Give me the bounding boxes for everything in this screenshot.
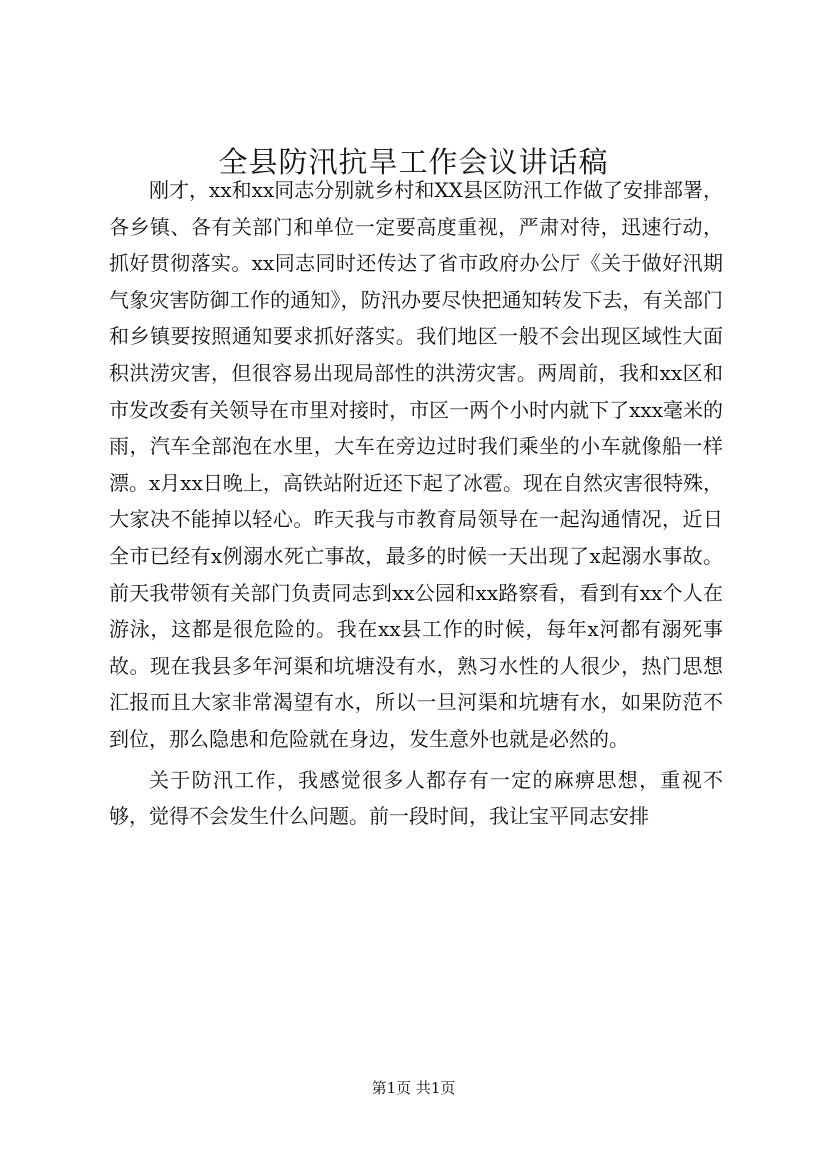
paragraph-2: 关于防汛工作，我感觉很多人都存有一定的麻痹思想，重视不够，觉得不会发生什么问题。前一段时间，我让宝平同志安排 [109,767,723,829]
document-title: 全县防汛抗旱工作会议讲话稿 [218,145,609,179]
page-number-footer: 第1页 共1页 [371,1079,456,1097]
paragraph-1: 刚才，xx和xx同志分别就乡村和XX县区防汛工作做了安排部署，各乡镇、各有关部门和单位一定要高度重视，严肃对待，迅速行动，抓好贯彻落实。xx同志同时还传达了省市政府办公厅《关于做好汛期气象灾害防御工作的通知》，防汛办要尽快把通知转发下去，有关部门和乡镇要按照通知要求抓好落实。我们地区一般不会出现区域性大面积洪涝灾害，但很容易出现局部性的洪涝灾害。两周前，我和xx区和市发改委有关领导在市里对接时，市区一两个小时内就下了xxx毫米的雨，汽车全部泡在水里，大车在旁边过时我们乘坐的小车就像船一样漂。x月xx日晚上，高铁站附近还下起了冰雹。现在自然灾害很特殊，大家决不能掉以轻心。昨天我与市教育局领导在一起沟通情况，近日全市已经有x例溺水死亡事故，最多的时候一天出现了x起溺水事故。前天我带领有关部门负责同志到xx公园和xx路察看，看到有xx个人在游泳，这都是很危险的。我在xx县工作的时候，每年x河都有溺死事故。现在我县多年河渠和坑塘没有水，熟习水性的人很少，热门思想汇报而且大家非常渴望有水，所以一旦河渠和坑塘有水，如果防范不到位，那么隐患和危险就在身边，发生意外也就是必然的。 [109,178,723,751]
document-body [109,168,723,835]
